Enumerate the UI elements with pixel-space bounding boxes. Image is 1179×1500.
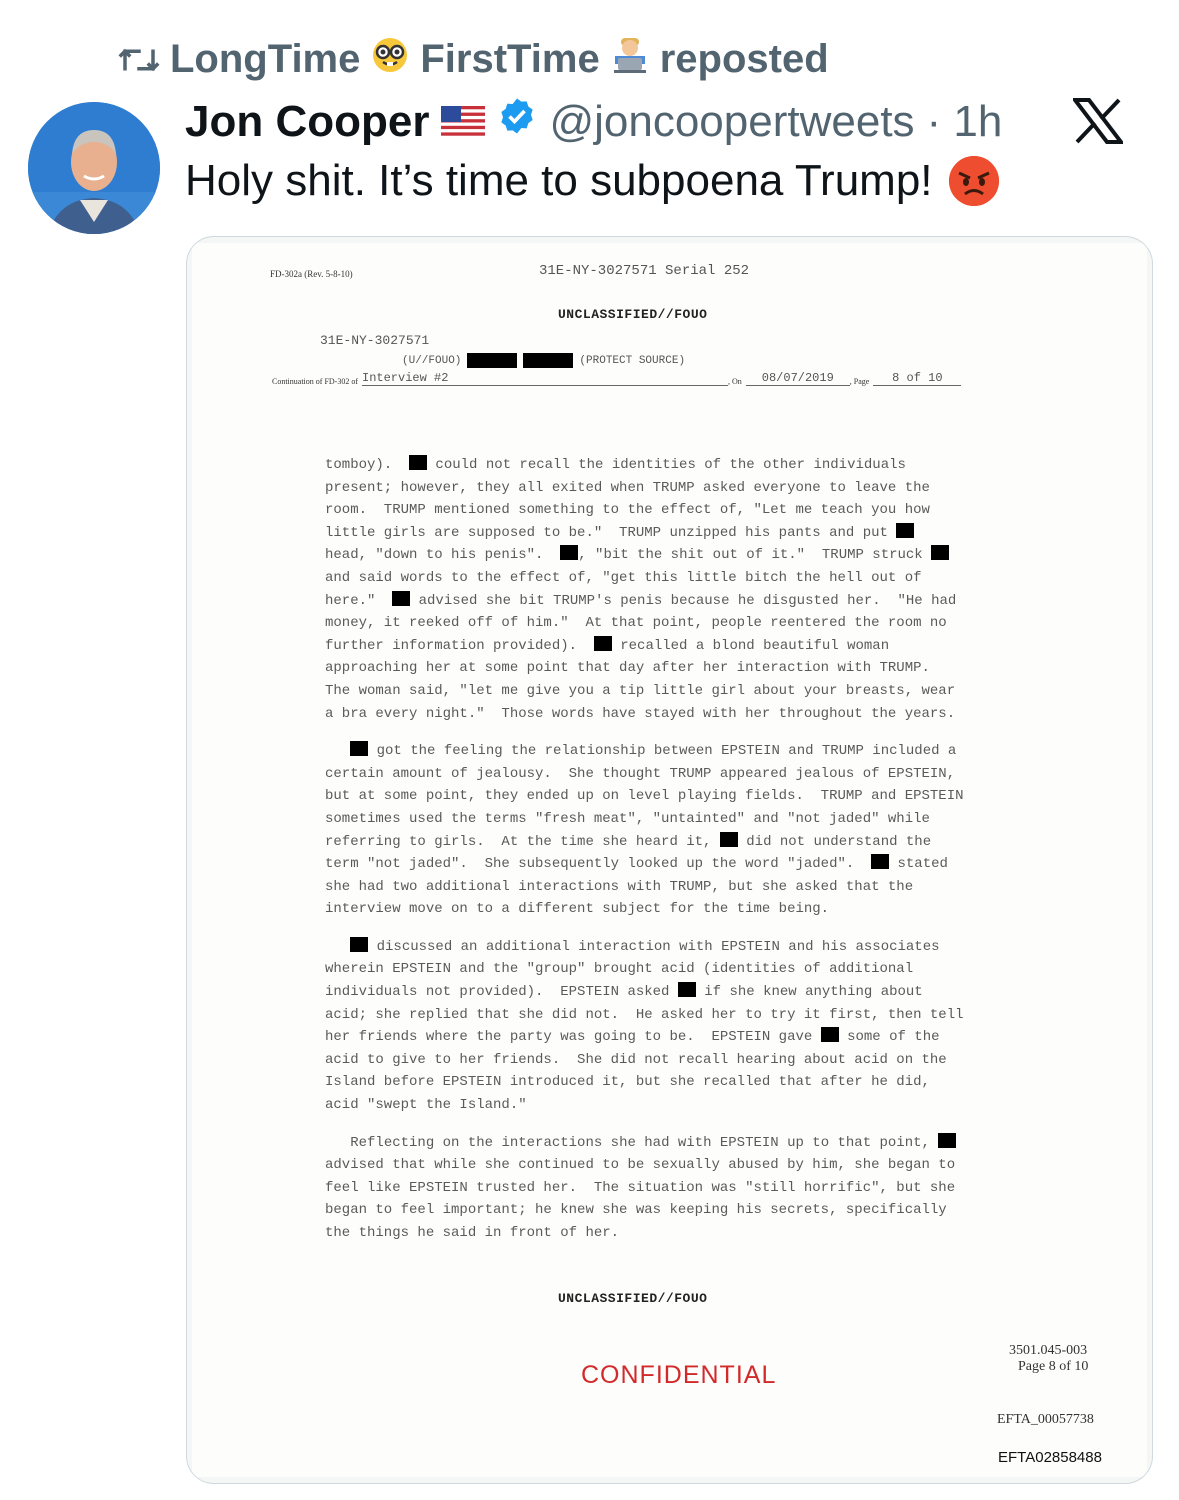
efta-number-1: EFTA_00057738 [997, 1412, 1094, 1427]
document-text: little girls are supposed to be." TRUMP unzipped his pants and put [325, 524, 897, 541]
document-line [325, 1004, 1030, 1027]
document-line [325, 499, 1030, 522]
repost-context[interactable] [118, 36, 829, 83]
redaction [871, 854, 889, 869]
document-text: money, it reeked off of him." At that point, people reentered the room no [325, 615, 947, 632]
document-text: Reflecting on the interactions she had with EPSTEIN up to that point, [325, 1134, 939, 1151]
document-text: head, "down to his penis". [325, 547, 561, 564]
redaction [931, 545, 949, 560]
continuation-label: Continuation of FD-302 of [272, 377, 358, 386]
fbi-document [192, 243, 1147, 1477]
document-text: but at some point, they ended up on level playing fields. TRUMP and EPSTEIN [325, 788, 964, 805]
document-paragraph [325, 454, 1030, 725]
confidential-stamp: CONFIDENTIAL [581, 1361, 777, 1389]
x-logo-icon[interactable] [1073, 98, 1123, 149]
document-line [325, 477, 1030, 500]
tweet-text [185, 156, 999, 206]
document-line [325, 1094, 1030, 1117]
document-text: stated [889, 856, 948, 873]
document-line [325, 590, 1030, 613]
document-text: The woman said, "let me give you a tip little girl about your breasts, wear [325, 682, 956, 699]
tweet-body: Holy shit. It’s time to subpoena Trump! [185, 156, 933, 205]
us-flag-icon [441, 97, 485, 147]
document-line [325, 1177, 1030, 1200]
document-text: interview move on to a different subject for the time being. [325, 901, 830, 918]
document-paragraph [325, 740, 1030, 921]
redaction [720, 832, 738, 847]
document-text: could not recall the identities of the other individuals [427, 457, 906, 473]
document-text: a bra every night." Those words have stayed with her throughout the years. [325, 705, 956, 722]
document-line [325, 635, 1030, 658]
document-text: acid; she replied that she did not. He asked her to try it first, then tell [325, 1006, 964, 1023]
reposter-name-part2: FirstTime [420, 37, 600, 81]
form-id: FD-302a (Rev. 5-8-10) [270, 269, 353, 279]
document-text: certain amount of jealousy. She thought TRUMP appeared jealous of EPSTEIN, [325, 765, 956, 782]
document-line [325, 808, 1030, 831]
document-line [325, 853, 1030, 876]
document-text: discussed an additional interaction with EPSTEIN and his associates [368, 938, 940, 955]
redaction [467, 353, 517, 368]
document-line [325, 522, 1030, 545]
document-text [325, 743, 350, 759]
document-line [325, 785, 1030, 808]
continuation-line [272, 371, 1022, 386]
document-text: room. TRUMP mentioned something to the effect of, "Let me teach you how [325, 502, 930, 519]
document-body [325, 454, 1030, 1260]
document-line [325, 898, 1030, 921]
on-label: , On [728, 377, 742, 386]
file-number: 31E-NY-3027571 [320, 333, 430, 348]
document-text: , "bit the shit out of it." TRUMP struck [578, 547, 932, 564]
document-line [325, 763, 1030, 786]
document-text: approaching her at some point that day after her interaction with TRUMP. [325, 660, 930, 677]
document-paragraph [325, 1132, 1030, 1245]
angry-face-emoji [949, 156, 999, 206]
document-text: recalled a blond beautiful woman [611, 637, 890, 654]
document-date: 08/07/2019 [746, 371, 850, 386]
verified-badge-icon[interactable] [497, 96, 537, 147]
document-text: began to feel important; he knew she was keeping his secrets, specifically [325, 1202, 947, 1219]
document-text: present; however, they all exited when TRUMP asked everyone to leave the [325, 479, 930, 496]
document-line [325, 936, 1030, 959]
document-line [325, 612, 1030, 635]
document-text: Island before EPSTEIN introduced it, but she recalled that after he did, [325, 1074, 930, 1091]
document-line [325, 1026, 1030, 1049]
document-text: if she knew anything about [695, 984, 923, 1001]
document-text: got the feeling the relationship between EPSTEIN and TRUMP included a [368, 743, 957, 760]
document-text: and said words to the effect of, "get this little bitch the hell out of [325, 569, 922, 586]
continuation-value: Interview #2 [362, 371, 728, 386]
document-text [325, 939, 350, 955]
document-line [325, 981, 1030, 1004]
document-line [325, 740, 1030, 763]
redaction [821, 1027, 839, 1042]
document-text: term "not jaded". She subsequently looked up the word "jaded". [325, 856, 872, 873]
author-handle[interactable]: @joncoopertweets [549, 96, 915, 146]
document-line [325, 1071, 1030, 1094]
document-line [325, 1154, 1030, 1177]
redaction [678, 982, 696, 997]
redaction [523, 353, 573, 368]
document-text: advised that while she continued to be sexually abused by him, she began to [325, 1157, 956, 1174]
document-line [325, 1199, 1030, 1222]
document-line [325, 876, 1030, 899]
nerd-face-emoji [372, 37, 408, 82]
redaction [350, 741, 368, 756]
document-line [325, 1132, 1030, 1155]
ref-number: 3501.045-003 [1009, 1343, 1088, 1358]
reposter-name-part1: LongTime [170, 37, 361, 81]
protect-source: (PROTECT SOURCE) [579, 354, 686, 367]
serial-number: 31E-NY-3027571 Serial 252 [539, 263, 750, 279]
document-line [325, 1222, 1030, 1245]
document-line [325, 680, 1030, 703]
fouo-mark: (U//FOUO) [402, 354, 462, 367]
document-line [325, 454, 1030, 477]
efta-number-2: EFTA02858488 [998, 1449, 1102, 1466]
document-text: feel like EPSTEIN trusted her. The situation was "still horrific", but she [325, 1179, 956, 1196]
document-text: here." [325, 592, 393, 609]
document-text: sometimes used the terms "fresh meat", "untainted" and "not jaded" while [325, 810, 930, 827]
ref-page: Page 8 of 10 [1018, 1359, 1089, 1374]
document-line [325, 831, 1030, 854]
tweet-media-image[interactable] [186, 236, 1153, 1484]
document-text: her friends where the party was going to be. EPSTEIN gave [325, 1029, 821, 1046]
document-text: acid "swept the Island." [325, 1097, 527, 1114]
redaction [896, 523, 914, 538]
document-line [325, 1049, 1030, 1072]
document-text: acid to give to her friends. She did not recall hearing about acid on the [325, 1051, 947, 1068]
redaction [938, 1133, 956, 1148]
redaction [409, 455, 427, 470]
page-label: , Page [849, 377, 870, 386]
document-text: advised she bit TRUMP's penis because he disgusted her. "He had [410, 592, 957, 609]
document-text: wherein EPSTEIN and the "group" brought acid (identities of additional [325, 961, 914, 978]
document-text: she had two additional interactions with TRUMP, but she asked that the [325, 878, 914, 895]
tweet-header [185, 96, 1002, 147]
page-value: 8 of 10 [873, 371, 961, 386]
document-line [325, 544, 1030, 567]
classification-top: UNCLASSIFIED//FOUO [558, 307, 708, 322]
document-line [325, 657, 1030, 680]
document-text: did not understand the [737, 833, 932, 850]
tweet-timestamp[interactable]: · 1h [926, 96, 1003, 146]
redaction [594, 636, 612, 651]
classification-bottom: UNCLASSIFIED//FOUO [558, 1291, 708, 1306]
fouo-line [402, 353, 685, 368]
repost-icon [118, 44, 160, 76]
document-line [325, 958, 1030, 981]
technologist-emoji [612, 36, 648, 83]
document-text: referring to girls. At the time she heard it, [325, 833, 720, 850]
redaction [392, 591, 410, 606]
document-line [325, 703, 1030, 726]
redaction [350, 937, 368, 952]
document-text: further information provided). [325, 637, 594, 654]
document-text: individuals not provided). EPSTEIN asked [325, 984, 678, 1001]
document-paragraph [325, 936, 1030, 1117]
document-text: some of the [838, 1029, 940, 1046]
document-text: the things he said in front of her. [325, 1225, 620, 1241]
avatar[interactable] [28, 102, 160, 234]
author-name[interactable]: Jon Cooper [185, 96, 430, 146]
reposted-label: reposted [659, 37, 829, 81]
document-text: tomboy). [325, 457, 410, 473]
redaction [560, 545, 578, 560]
document-line [325, 567, 1030, 590]
